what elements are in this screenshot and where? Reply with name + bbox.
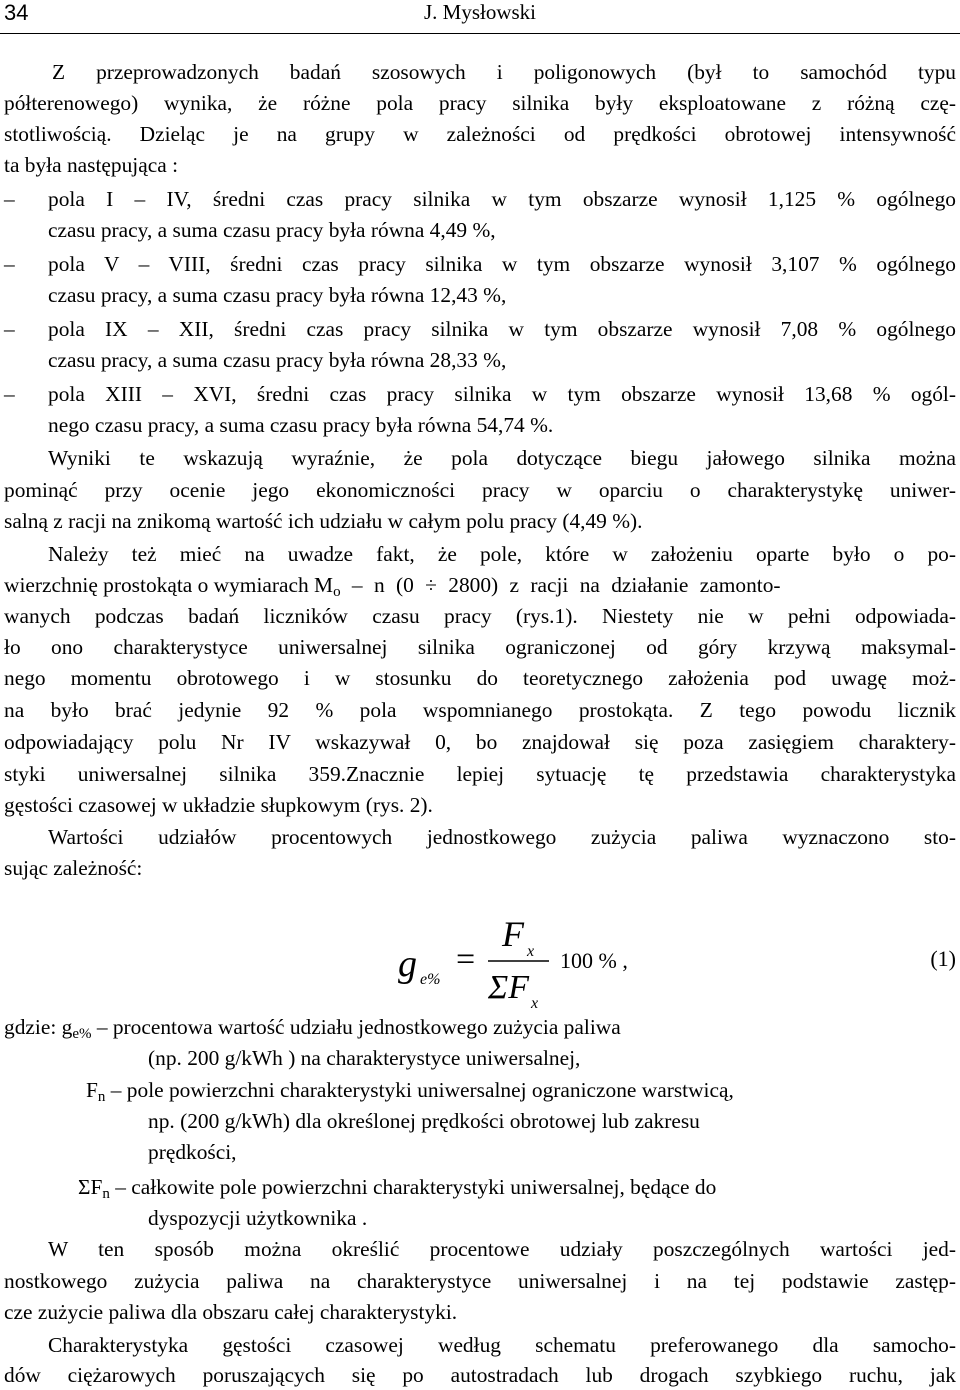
definition-line: prędkości, <box>148 1140 237 1164</box>
list-dash: – <box>4 382 15 406</box>
text-line: dów ciężarowych poruszających się po autostradach lub drogach szybkiego ruchu, jak <box>4 1363 956 1387</box>
text-line: cze zużycie paliwa dla obszaru całej charakterystyki. <box>4 1300 458 1324</box>
text-line: na było brać jedynie 92 % pola wspomnianego prostokąta. Z tego powodu licznik <box>4 698 956 722</box>
list-item-line: czasu pracy, a suma czasu pracy była równa 4,49 %, <box>48 218 496 242</box>
def-lead: F <box>86 1078 98 1102</box>
text-line <box>4 570 956 600</box>
def-text: – pole powierzchni charakterystyki uniwersalnej ograniczone warstwicą, <box>105 1078 734 1102</box>
text-line: sując zależność: <box>4 856 143 880</box>
list-item-line: pola V – VIII, średni czas pracy silnika w tym obszarze wynosił 3,107 % ogólnego <box>48 252 956 276</box>
eq-g: g <box>398 943 417 985</box>
text-line: nego momentu obrotowego i w stosunku do teoretycznego założenia pod uwagę moż- <box>4 666 956 690</box>
eq-den-sub: x <box>531 995 539 1012</box>
text-line: salną z racji na znikomą wartość ich udziału w całym polu pracy (4,49 %). <box>4 509 643 533</box>
list-item-line: pola XIII – XVI, średni czas pracy silnika w tym obszarze wynosił 13,68 % ogól- <box>48 382 956 406</box>
eq-g-sub: e% <box>420 971 441 988</box>
equation-number: (1) <box>930 946 956 971</box>
list-item-line: nego czasu pracy, a suma czasu pracy była równa 54,74 %. <box>48 413 554 437</box>
definition-line <box>86 1075 956 1105</box>
page-header <box>0 0 960 36</box>
def-text: – procentowa wartość udziału jednostkowego zużycia paliwa <box>91 1015 621 1039</box>
eq-den: ΣF <box>488 969 529 1006</box>
text-line: nostkowego zużycia paliwa na charakterystyce uniwersalnej i na tej podstawie zastęp- <box>4 1269 956 1293</box>
def-lead: gdzie: g <box>4 1015 73 1039</box>
running-head-author: J. Mysłowski <box>423 0 537 24</box>
text-line: Charakterystyka gęstości czasowej według schematu preferowanego dla samocho- <box>48 1333 956 1357</box>
header-rule <box>0 33 960 34</box>
text-line: ta była następująca : <box>4 153 179 177</box>
subscript: n <box>97 1089 106 1105</box>
text-line: półterenowego) wynika, że różne pola pracy silnika były eksploatowane z różną czę- <box>4 91 956 115</box>
text-span: – n (0 ÷ 2800) z racji na działanie zamonto- <box>340 573 781 597</box>
subscript: n <box>102 1186 110 1202</box>
eq-factor: 100 % , <box>560 948 628 973</box>
text-line: stotliwością. Dzieląc je na grupy w zależności od prędkości obrotowej intensywność <box>4 122 956 146</box>
text-line: Wyniki te wskazują wyraźnie, że pola dotyczące biegu jałowego silnika można <box>48 446 956 470</box>
text-line: gęstości czasowej w układzie słupkowym (rys. 2). <box>4 793 433 817</box>
def-text: – całkowite pole powierzchni charakterystyki uniwersalnej, będące do <box>109 1175 717 1199</box>
list-item-line: pola I – IV, średni czas pracy silnika w tym obszarze wynosił 1,125 % ogólnego <box>48 187 956 211</box>
definition-line <box>78 1172 956 1202</box>
subscript: e% <box>72 1026 92 1042</box>
equation-svg <box>0 912 960 1016</box>
list-item-line: pola IX – XII, średni czas pracy silnika w tym obszarze wynosił 7,08 % ogólnego <box>48 317 956 341</box>
page-number: 34 <box>4 0 29 25</box>
text-line: odpowiadający polu Nr IV wskazywał 0, bo znajdował się poza zasięgiem charaktery- <box>4 730 956 754</box>
text-line: ło ono charakterystyce uniwersalnej silnika ograniczonej od góry krzywą maksymal- <box>4 635 956 659</box>
list-item-line: czasu pracy, a suma czasu pracy była równa 12,43 %, <box>48 283 507 307</box>
definition-line: dyspozycji użytkownika . <box>148 1206 368 1230</box>
eq-num: F <box>502 914 524 954</box>
text-line: Wartości udziałów procentowych jednostkowego zużycia paliwa wyznaczono sto- <box>48 825 956 849</box>
text-line: styki uniwersalnej silnika 359.Znacznie lepiej sytuację tę przedstawia charakterystyka <box>4 762 956 786</box>
list-dash: – <box>4 317 15 341</box>
definition-line <box>4 1012 956 1042</box>
text-line: W ten sposób można określić procentowe udziały poszczególnych wartości jed- <box>48 1237 956 1261</box>
eq-num-sub: x <box>527 943 535 960</box>
text-line: wanych podczas badań liczników czasu pracy (rys.1). Niestety nie w pełni odpowiada- <box>4 604 956 628</box>
text-span: wierzchnię prostokąta o wymiarach M <box>4 573 334 597</box>
list-item-line: czasu pracy, a suma czasu pracy była równa 28,33 %, <box>48 348 507 372</box>
definition-line: np. (200 g/kWh) dla określonej prędkości obrotowej lub zakresu <box>148 1109 700 1133</box>
list-dash: – <box>4 187 15 211</box>
eq-equals-sign: = <box>456 941 476 978</box>
text-line: Z przeprowadzonych badań szosowych i poligonowych (był to samochód typu <box>52 60 956 84</box>
definition-line: (np. 200 g/kWh ) na charakterystyce uniwersalnej, <box>148 1046 581 1070</box>
text-line: Należy też mieć na uwadze fakt, że pole, które w założeniu oparte było o po- <box>48 542 956 566</box>
text-line: pominąć przy ocenie jego ekonomiczności pracy w oparciu o charakterystykę uniwer- <box>4 478 956 502</box>
def-lead: ΣF <box>78 1175 103 1199</box>
list-dash: – <box>4 252 15 276</box>
subscript: o <box>333 584 341 600</box>
